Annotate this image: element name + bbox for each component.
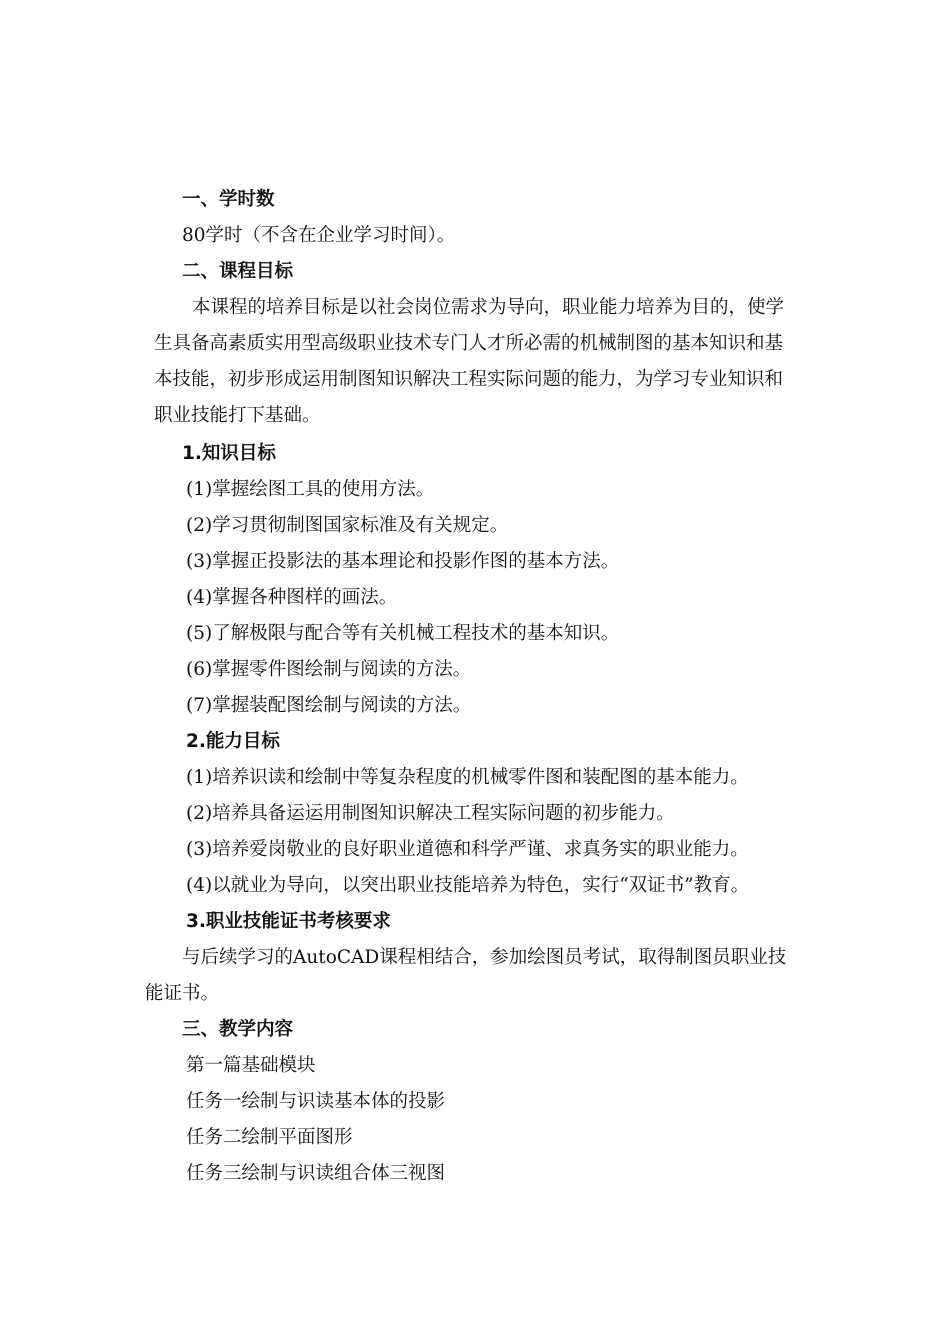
content-item: 任务三绘制与识读组合体三视图 <box>186 1163 446 1184</box>
paragraph-line: 生具备高素质实用型高级职业技术专门人才所必需的机械制图的基本知识和基 <box>154 333 784 354</box>
subsection-heading: 3.职业技能证书考核要求 <box>186 911 391 932</box>
list-item: (3)培养爱岗敬业的良好职业道德和科学严谨、求真务实的职业能力。 <box>186 839 749 860</box>
subsection-heading: 1.知识目标 <box>182 443 276 464</box>
list-item: (3)掌握正投影法的基本理论和投影作图的基本方法。 <box>186 551 620 572</box>
paragraph-line: 本课程的培养目标是以社会岗位需求为导向，职业能力培养为目的，使学 <box>192 297 785 318</box>
list-item: (1)掌握绘图工具的使用方法。 <box>186 479 435 500</box>
paragraph-line: 与后续学习的AutoCAD课程相结合，参加绘图员考试，取得制图员职业技 <box>182 947 787 968</box>
list-item: (4)掌握各种图样的画法。 <box>186 587 398 608</box>
paragraph-line: 职业技能打下基础。 <box>154 405 321 426</box>
section-heading: 三、教学内容 <box>182 1019 294 1040</box>
list-item: (6)掌握零件图绘制与阅读的方法。 <box>186 659 472 680</box>
content-item: 第一篇基础模块 <box>186 1055 316 1076</box>
list-item: (1)培养识读和绘制中等复杂程度的机械零件图和装配图的基本能力。 <box>186 767 749 788</box>
list-item: (4)以就业为导向，以突出职业技能培养为特色，实行“双证书”教育。 <box>186 875 750 896</box>
hours-text: 80学时（不含在企业学习时间）。 <box>182 225 456 246</box>
content-item: 任务一绘制与识读基本体的投影 <box>186 1091 446 1112</box>
section-heading: 二、课程目标 <box>182 261 294 282</box>
list-item: (2)培养具备运运用制图知识解决工程实际问题的初步能力。 <box>186 803 675 824</box>
list-item: (7)掌握装配图绘制与阅读的方法。 <box>186 695 472 716</box>
paragraph-line: 能证书。 <box>145 983 220 1004</box>
content-item: 任务二绘制平面图形 <box>186 1127 353 1148</box>
paragraph-line: 本技能，初步形成运用制图知识解决工程实际问题的能力，为学习专业知识和 <box>154 369 784 390</box>
list-item: (5)了解极限与配合等有关机械工程技术的基本知识。 <box>186 623 620 644</box>
section-heading: 一、学时数 <box>182 189 275 210</box>
list-item: (2)学习贯彻制图国家标准及有关规定。 <box>186 515 509 536</box>
subsection-heading: 2.能力目标 <box>186 731 280 752</box>
